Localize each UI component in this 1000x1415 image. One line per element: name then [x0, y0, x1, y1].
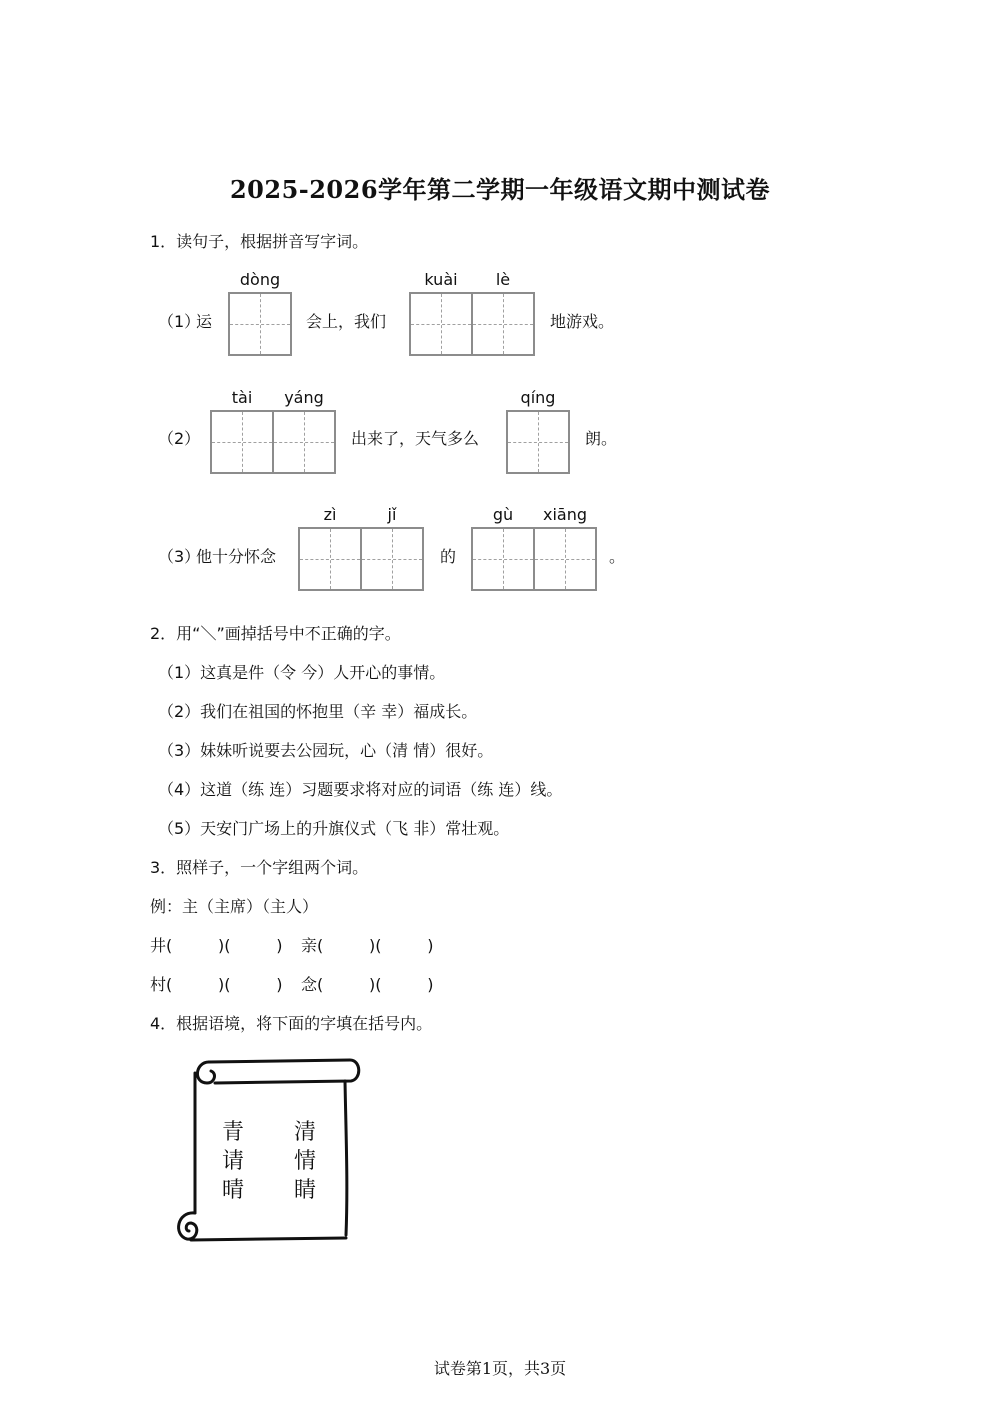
page-title: 2025-2026学年第二学期一年级语文期中测试卷 [229, 175, 771, 204]
writing-box[interactable] [471, 292, 535, 356]
q1-s1-pinyin-2: kuài [424, 270, 458, 289]
q1-s3-text-b: 的 [440, 547, 457, 566]
q1-s2-pinyin-1: tài [231, 388, 253, 407]
q2-item: （5）天安门广场上的升旗仪式（飞 非）常壮观。 [158, 819, 510, 838]
q3-row-2-b: 念( )( ) [301, 975, 434, 994]
scroll-char: 请 [222, 1149, 245, 1174]
q2-item: （2）我们在祖国的怀抱里（辛 幸）福成长。 [158, 702, 478, 721]
question-3-stem: 3．照样子，一个字组两个词。 [150, 858, 369, 877]
q1-s3-pinyin-1: zì [323, 505, 337, 524]
question-2-stem: 2．用“＼”画掉括号中不正确的字。 [150, 624, 401, 643]
scroll-char: 青 [222, 1120, 245, 1145]
q2-item: （1）这真是件（令 今）人开心的事情。 [158, 663, 446, 682]
q1-s1-text-a: 运 [196, 312, 213, 331]
q1-s2-text-b: 朗。 [585, 429, 618, 448]
q3-example: 例：主（主席）（主人） [150, 897, 319, 916]
writing-box[interactable] [298, 527, 362, 591]
writing-box[interactable] [471, 527, 535, 591]
writing-box[interactable] [272, 410, 336, 474]
q1-s3-number: （3） [158, 547, 201, 566]
q1-s3-pinyin-3: gù [492, 505, 514, 524]
q1-s1-text-c: 地游戏。 [550, 312, 615, 331]
writing-box[interactable] [228, 292, 292, 356]
writing-box[interactable] [360, 527, 424, 591]
writing-box[interactable] [210, 410, 274, 474]
q2-item: （4）这道（练 连）习题要求将对应的词语（练 连）线。 [158, 780, 563, 799]
q1-s1-pinyin-1: dòng [239, 270, 281, 289]
question-1-stem: 1．读句子，根据拼音写字词。 [150, 232, 369, 251]
q1-s2-pinyin-3: qíng [520, 388, 556, 407]
q1-s1-number: （1） [158, 312, 201, 331]
q1-s1-text-b: 会上，我们 [306, 312, 387, 331]
q3-row-1-b: 亲( )( ) [301, 936, 434, 955]
q1-s3-pinyin-2: jǐ [387, 505, 397, 524]
page-footer: 试卷第1页，共3页 [433, 1359, 567, 1378]
q1-s3-text-c: 。 [609, 547, 626, 566]
question-4-stem: 4．根据语境，将下面的字填在括号内。 [150, 1014, 433, 1033]
scroll-illustration [165, 1055, 370, 1250]
q1-s3-pinyin-4: xiāng [542, 505, 587, 524]
q2-item: （3）妹妹听说要去公园玩，心（清 情）很好。 [158, 741, 494, 760]
writing-box[interactable] [506, 410, 570, 474]
q3-row-2-a: 村( )( ) [150, 975, 283, 994]
q1-s1-pinyin-3: lè [495, 270, 511, 289]
q1-s2-pinyin-2: yáng [284, 388, 324, 407]
q1-s2-number: （2） [158, 429, 201, 448]
writing-box[interactable] [409, 292, 473, 356]
q1-s3-text-a: 他十分怀念 [196, 547, 277, 566]
q3-row-1-a: 井( )( ) [150, 936, 283, 955]
scroll-char: 晴 [222, 1178, 245, 1203]
q1-s2-text-a: 出来了，天气多么 [351, 429, 480, 448]
scroll-char: 情 [294, 1149, 317, 1174]
scroll-char: 清 [294, 1120, 317, 1145]
scroll-char: 睛 [294, 1178, 317, 1203]
writing-box[interactable] [533, 527, 597, 591]
